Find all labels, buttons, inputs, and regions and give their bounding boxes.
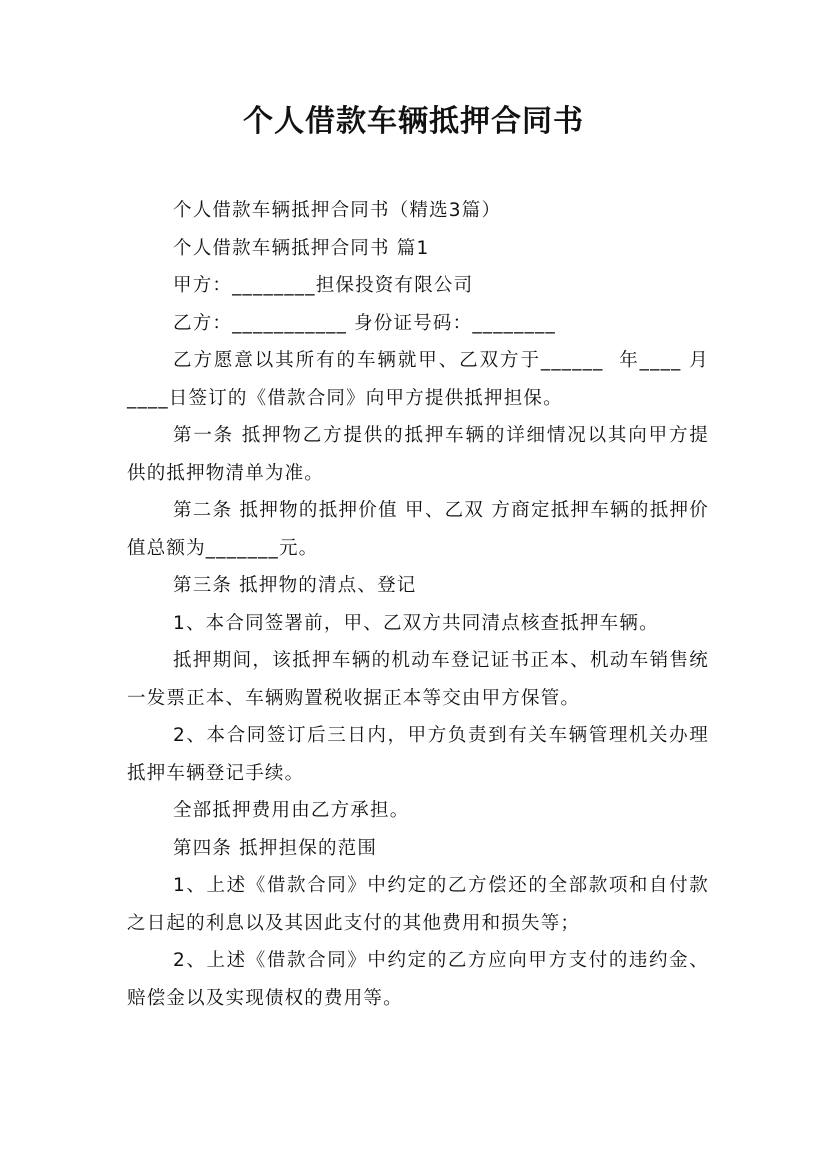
paragraph-party-b: 乙方：___________ 身份证号码：________ [173, 312, 556, 334]
paragraph-party-a: 甲方：________担保投资有限公司 [173, 275, 474, 296]
paragraph-article-4-item-1: 1、上述《借款合同》中约定的乙方偿还的全部款项和自付款之日起的利息以及其因此支付的其他费用和损失等； [127, 875, 709, 934]
paragraph-article-3-heading: 第三条 抵押物的清点、登记 [173, 575, 417, 596]
paragraph-article-4-heading: 第四条 抵押担保的范围 [173, 837, 378, 859]
paragraph-intro: 乙方愿意以其所有的车辆就甲、乙双方于______ 年____ 月 ____日签订的《借款合同》向甲方提供抵押担保。 [127, 350, 717, 409]
paragraph-section-heading: 个人借款车辆抵押合同书 篇1 [173, 237, 430, 259]
document-body [127, 192, 717, 1017]
document-title: 个人借款车辆抵押合同书 [243, 104, 584, 139]
paragraph-article-3-custody: 抵押期间，该抵押车辆的机动车登记证书正本、机动车销售统一发票正本、车辆购置税收据正本等交由甲方保管。 [127, 650, 709, 709]
paragraph-article-3-fees: 全部抵押费用由乙方承担。 [173, 800, 410, 821]
paragraph-article-3-item-1: 1、本合同签署前，甲、乙双方共同清点核查抵押车辆。 [173, 612, 659, 634]
paragraph-article-2: 第二条 抵押物的抵押价值 甲、乙双 方商定抵押车辆的抵押价值总额为_______元。 [127, 500, 709, 559]
paragraph-article-1: 第一条 抵押物乙方提供的抵押车辆的详细情况以其向甲方提供的抵押物清单为准。 [127, 425, 709, 484]
paragraph-article-4-item-2: 2、上述《借款合同》中约定的乙方应向甲方支付的违约金、赔偿金以及实现债权的费用等。 [127, 950, 709, 1009]
paragraph-article-3-item-2: 2、本合同签订后三日内，甲方负责到有关车辆管理机关办理抵押车辆登记手续。 [127, 725, 709, 784]
paragraph-subtitle: 个人借款车辆抵押合同书（精选3篇） [173, 200, 502, 221]
